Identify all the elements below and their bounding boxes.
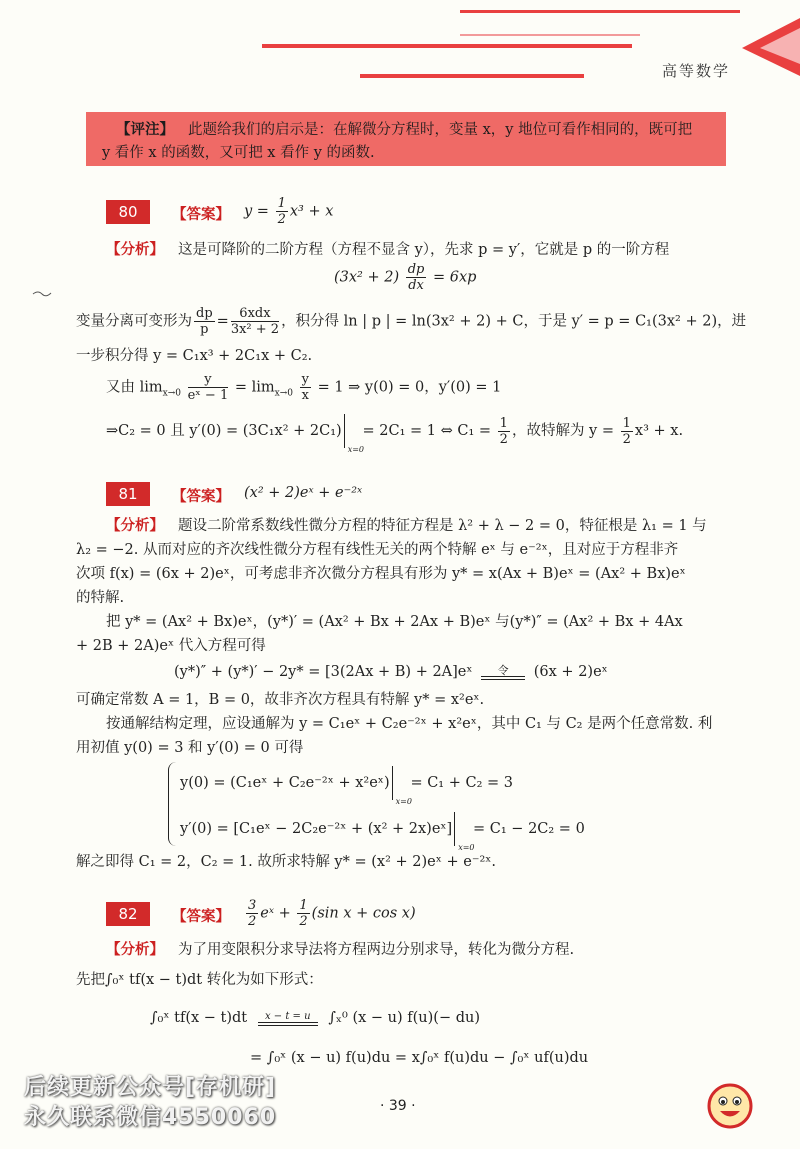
q81-line-4: 的特解.: [76, 590, 125, 606]
q80-line-4: 一步积分得 y = C₁x³ + 2C₁x + C₂.: [76, 348, 313, 364]
header-decoration: [0, 0, 800, 100]
system-eq-1: y(0) = (C₁eˣ + C₂e⁻²ˣ + x²eˣ) x=0 = C₁ + C₂ = 3: [180, 766, 513, 800]
q80-answer: y = $\frac{1}{2}$ x³ + x: [244, 196, 334, 227]
system-eq-2: y′(0) = [C₁eˣ − 2C₂e⁻²ˣ + (x² + 2x)eˣ] x=0 = C₁ − 2C₂ = 0: [180, 812, 585, 846]
q81-line-8: 可确定常数 A = 1，B = 0，故非齐次方程具有特解 y* = x²eˣ.: [76, 692, 485, 708]
watermark-line-1: 后续更新公众号[存机研]: [24, 1075, 277, 1100]
q80-line-5: 又由 $\lim_{x\to 0}$ $\frac{y}{\text{eˣ − 1}}$ = $\lim_{x\to 0}$ $\frac{y}{x}$ = 1 ⇒ y(0) = 0，y′(0) = 1: [106, 372, 502, 403]
q81-line-6: + 2B + 2A)eˣ 代入方程可得: [76, 638, 266, 654]
margin-mark: [32, 288, 52, 298]
answer-label: 【答案】: [172, 206, 230, 223]
question-number: 82: [106, 902, 150, 926]
question-number: 80: [106, 200, 150, 224]
q81-line-3: 次项 f(x) = (6x + 2)eˣ，可考虑非齐次微分方程具有形为 y* = x(Ax + B)eˣ = (Ax² + Bx)eˣ: [76, 566, 686, 582]
corner-tab-icon: [742, 18, 800, 76]
q81-answer: (x² + 2)eˣ + e⁻²ˣ: [244, 485, 363, 501]
q82-line-1: 为了用变限积分求导法将方程两边分别求导，转化为微分方程.: [178, 942, 575, 958]
analysis-label: 【分析】: [106, 941, 164, 958]
page-number: · 39 ·: [380, 1098, 416, 1114]
q81-line-9: 按通解结构定理，应设通解为 y = C₁eˣ + C₂e⁻²ˣ + x²eˣ，其中 C₁ 与 C₂ 是两个任意常数. 利: [106, 716, 713, 732]
system-brace: [168, 762, 179, 846]
q82-line-2: 先把∫₀ˣ tf(x − t)dt 转化为如下形式：: [76, 972, 323, 988]
q80-equation-1: (3x² + 2) $\frac{dp}{dx}$ = 6xp: [334, 262, 477, 293]
answer-label: 【答案】: [172, 488, 230, 505]
smiley-face-icon: [706, 1082, 754, 1130]
q81-equation: (y*)″ + (y*)′ − 2y* = [3(2Ax + B) + 2A]eˣ 令 (6x + 2)eˣ: [174, 663, 608, 680]
comment-line-1: 此题给我们的启示是：在解微分方程时，变量 x，y 地位可看作相同的，既可把: [188, 122, 693, 138]
q82-equation-2: = ∫₀ˣ (x − u) f(u)du = x∫₀ˣ f(u)du − ∫₀ˣ uf(u)du: [250, 1050, 589, 1066]
q80-line-3: 变量分离可变形为 $\frac{dp}{p}$ = $\frac{\text{6xdx}}{\text{3x² + 2}}$ ，积分得 ln | p | = ln(3x² + 2) + C，于是 y′ = p = C₁(3x² + 2)，进: [76, 306, 747, 337]
comment-tag: 【评注】: [116, 121, 174, 138]
q82-answer: $\frac{3}{2}$ eˣ + $\frac{1}{2}$ (sin x + cos x): [248, 898, 416, 929]
q81-line-1: 题设二阶常系数线性微分方程的特征方程是 λ² + λ − 2 = 0，特征根是 λ₁ = 1 与: [178, 518, 707, 534]
q81-line-11: 解之即得 C₁ = 2，C₂ = 1. 故所求特解 y* = (x² + 2)eˣ + e⁻²ˣ.: [76, 854, 497, 870]
analysis-label: 【分析】: [106, 241, 164, 258]
comment-line-2: y 看作 x 的函数，又可把 x 看作 y 的函数.: [102, 145, 375, 161]
analysis-label: 【分析】: [106, 517, 164, 534]
q81-line-5: 把 y* = (Ax² + Bx)eˣ，(y*)′ = (Ax² + Bx + 2Ax + B)eˣ 与(y*)″ = (Ax² + Bx + 4Ax: [106, 614, 683, 630]
answer-label: 【答案】: [172, 908, 230, 925]
watermark-line-2: 永久联系微信4550060: [24, 1105, 277, 1130]
q80-line-6: ⇒C₂ = 0 且 y′(0) = (3C₁x² + 2C₁) x=0 = 2C₁ = 1 ⇔ C₁ = $\frac{1}{2}$ ，故特解为 y = $\frac{1}{2}$ x³ + x.: [106, 415, 684, 454]
q81-line-2: λ₂ = −2. 从而对应的齐次线性微分方程有线性无关的两个特解 eˣ 与 e⁻²ˣ，且对应于方程非齐: [76, 542, 679, 558]
question-number: 81: [106, 482, 150, 506]
q82-equation-1: ∫₀ˣ tf(x − t)dt x − t = u ∫ₓ⁰ (x − u) f(u)(− du): [150, 1010, 480, 1026]
q80-analysis: 这是可降阶的二阶方程（方程不显含 y），先求 p = y′，它就是 p 的一阶方程: [178, 242, 670, 258]
q81-line-10: 用初值 y(0) = 3 和 y′(0) = 0 可得: [76, 740, 304, 756]
comment-box: [86, 112, 726, 166]
header-title: 高等数学: [661, 62, 730, 80]
